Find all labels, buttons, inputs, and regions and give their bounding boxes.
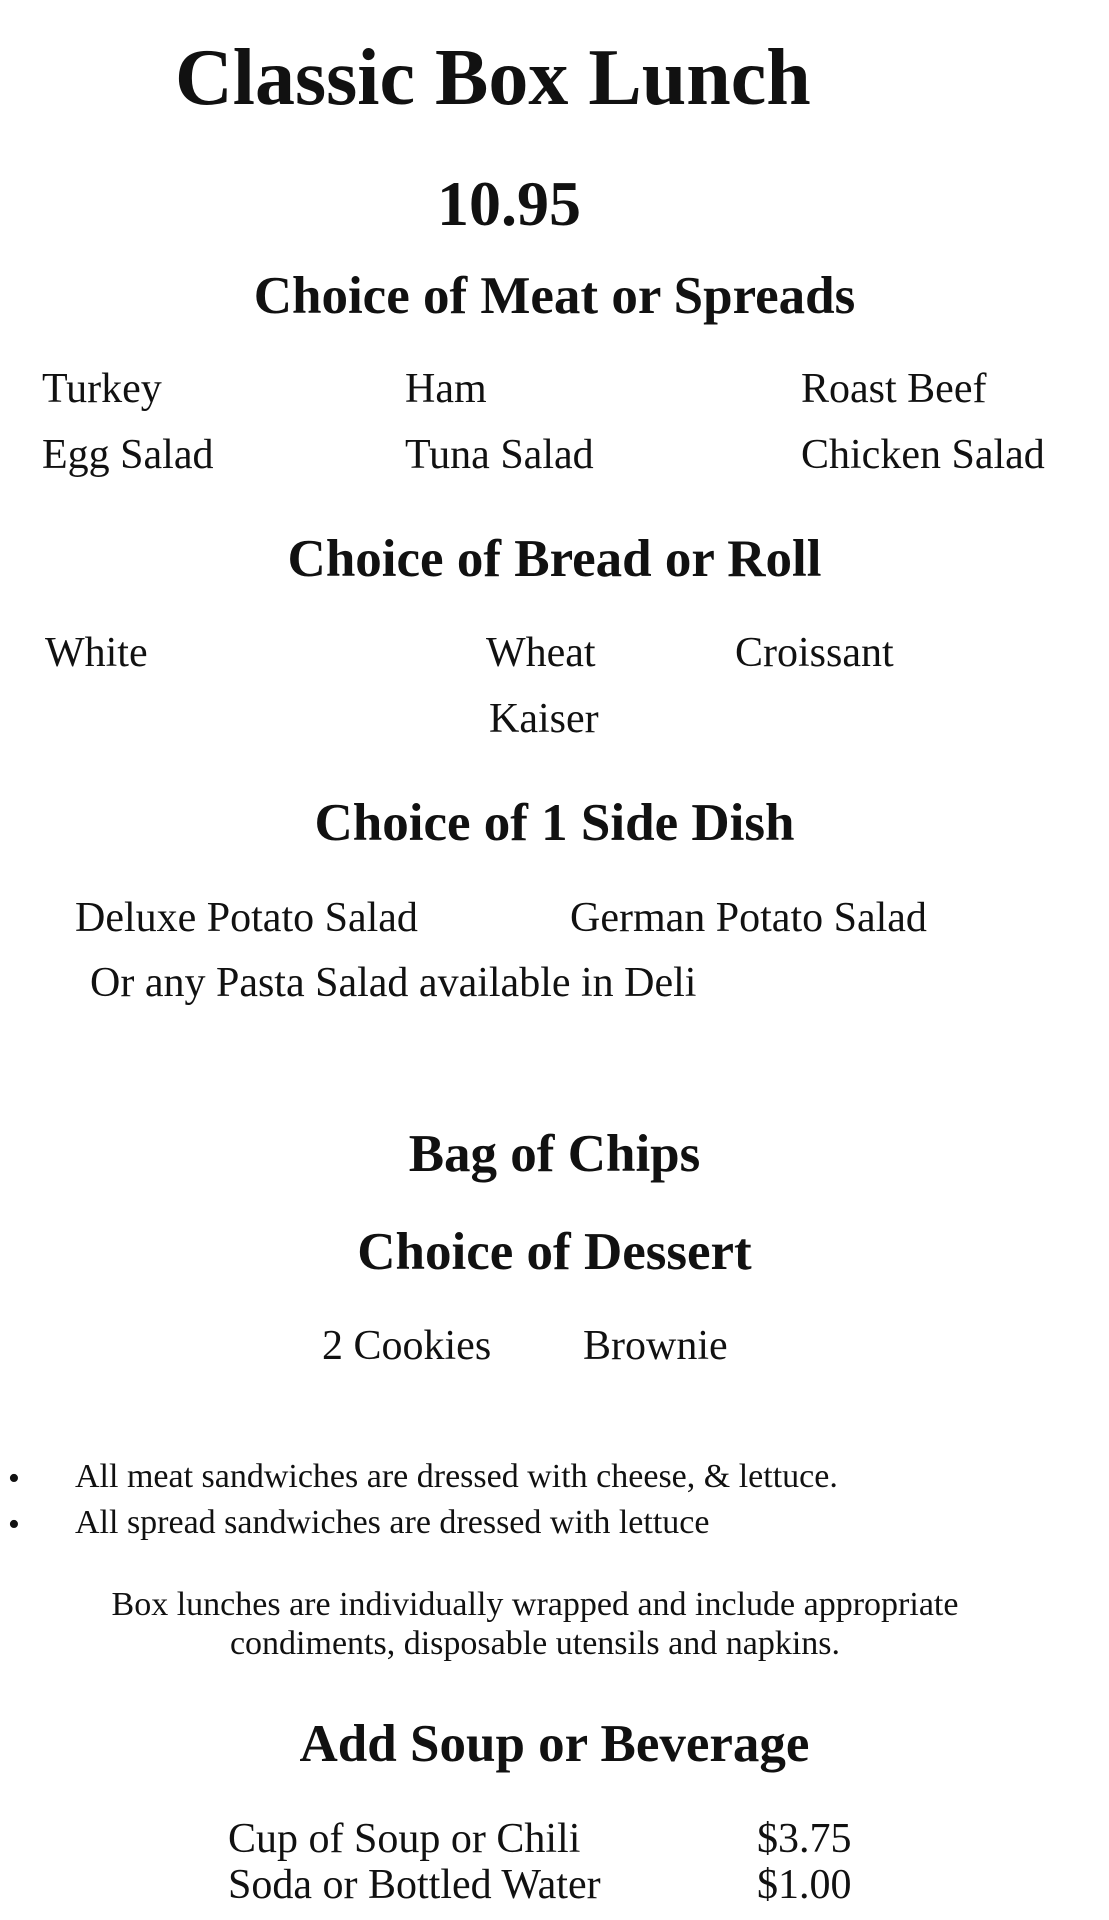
bread-option: White <box>45 630 148 676</box>
addon-section-heading: Add Soup or Beverage <box>299 1715 810 1773</box>
box-lunch-note: Box lunches are individually wrapped and include appropriate condiments, disposable utensils and napkins. <box>111 1586 959 1662</box>
meat-section-heading: Choice of Meat or Spreads <box>253 267 856 325</box>
bread-option: Wheat <box>486 630 596 676</box>
meat-option: Turkey <box>42 366 162 412</box>
bread-section-heading: Choice of Bread or Roll <box>287 530 822 588</box>
addon-name: Soda or Bottled Water <box>228 1862 601 1908</box>
dessert-option: Brownie <box>583 1323 728 1369</box>
menu-title: Classic Box Lunch <box>175 34 811 122</box>
meat-option: Ham <box>405 366 487 412</box>
meat-option: Egg Salad <box>42 432 214 478</box>
addon-price: $3.75 <box>757 1816 852 1862</box>
dressing-note: All meat sandwiches are dressed with cheese, & lettuce. <box>75 1458 838 1495</box>
menu-price: 10.95 <box>437 168 581 239</box>
bullet-icon: • <box>8 1460 20 1497</box>
dessert-option: 2 Cookies <box>322 1323 492 1369</box>
side-option: Or any Pasta Salad available in Deli <box>90 960 697 1006</box>
meat-option: Chicken Salad <box>801 432 1045 478</box>
dessert-section-heading: Choice of Dessert <box>357 1223 752 1281</box>
bread-option: Croissant <box>735 630 894 676</box>
addon-price: $1.00 <box>757 1862 852 1908</box>
bread-option: Kaiser <box>489 696 599 742</box>
addon-name: Cup of Soup or Chili <box>228 1816 581 1862</box>
side-option: German Potato Salad <box>570 895 927 941</box>
chips-heading: Bag of Chips <box>408 1125 701 1183</box>
side-option: Deluxe Potato Salad <box>75 895 418 941</box>
bullet-icon: • <box>8 1506 20 1543</box>
side-section-heading: Choice of 1 Side Dish <box>314 794 795 852</box>
dressing-note: All spread sandwiches are dressed with lettuce <box>75 1504 710 1541</box>
meat-option: Roast Beef <box>801 366 987 412</box>
meat-option: Tuna Salad <box>405 432 594 478</box>
